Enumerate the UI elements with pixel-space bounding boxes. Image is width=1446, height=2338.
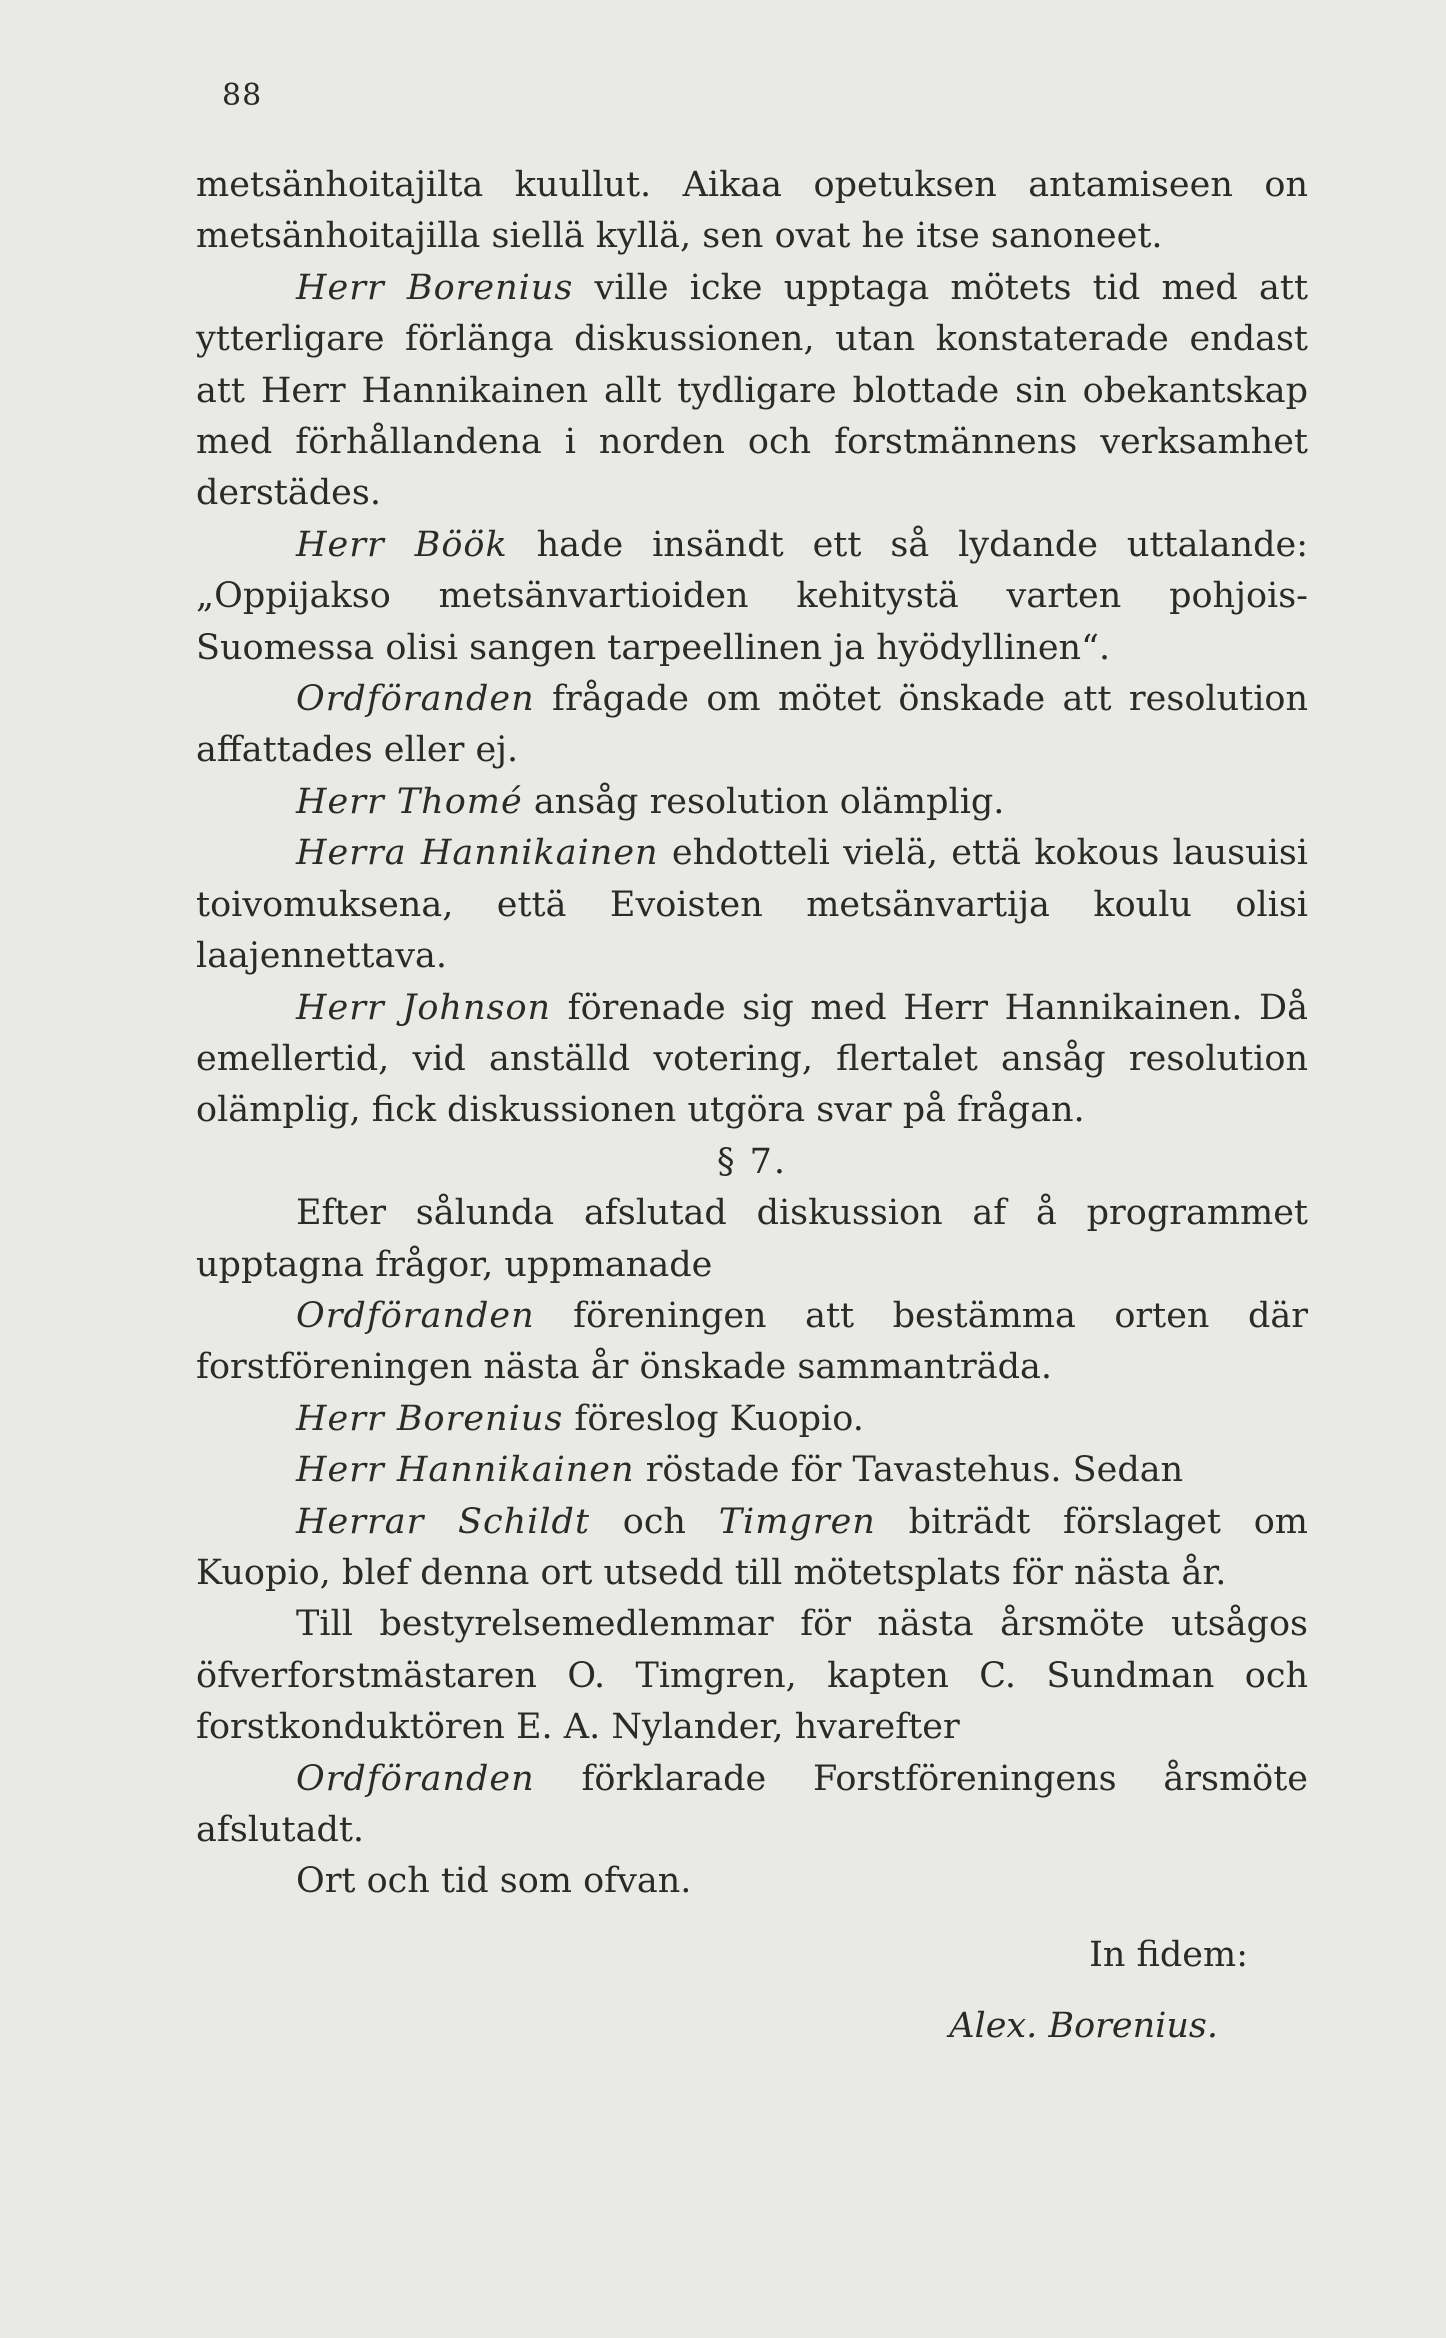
- page-body: [196, 160, 1308, 2053]
- speaker-name: Herr Thomé: [296, 781, 523, 822]
- paragraph-13: Till bestyrelsemedlemmar för nästa årsmöte utsågos öfverforstmästaren O. Timgren, kapten C. Sundman och forstkonduktören E. A. Nylander, hvarefter: [196, 1604, 1308, 1748]
- speaker-name: Herr Borenius: [296, 267, 574, 308]
- paragraph-1: metsänhoitajilta kuullut. Aikaa opetuksen antamiseen on metsänhoitajilla siellä kyllä, sen ovat he itse sanoneet.: [196, 165, 1308, 257]
- paragraph-7: [196, 983, 1308, 1137]
- paragraph-9: [196, 1291, 1308, 1394]
- paragraph-text: frågade om mötet önskade att resolution affattades eller ej.: [196, 679, 1308, 771]
- paragraph-text: ansåg resolution olämplig.: [522, 781, 1005, 822]
- paragraph-6: [196, 828, 1308, 982]
- paragraph-2: [196, 263, 1308, 520]
- paragraph-text: hade insändt ett så lydande uttalande: „Oppijakso metsänvartioiden kehitystä varten pohjois-Suomessa olisi sangen tarpeellinen ja hyödyllinen“.: [196, 524, 1308, 668]
- paragraph-3: [196, 520, 1308, 674]
- paragraph-12: [196, 1497, 1308, 1600]
- paragraph-11: [196, 1445, 1308, 1496]
- in-fidem: In fidem:: [1089, 1934, 1248, 1975]
- speaker-name: Herra Hannikainen: [296, 833, 659, 874]
- speaker-name: Herr Böök: [296, 524, 508, 565]
- paragraph-text: biträdt förslaget om Kuopio, blef denna ort utsedd till mötetsplats för nästa år.: [196, 1501, 1308, 1593]
- paragraph-text: föreningen att bestämma orten där forstföreningen nästa år önskade sammanträda.: [196, 1295, 1308, 1388]
- page-number: 88: [222, 78, 263, 113]
- paragraph-text: röstade för Tavastehus. Sedan: [634, 1450, 1184, 1491]
- paragraph-4: [196, 674, 1308, 777]
- speaker-name: Herr Johnson: [296, 987, 552, 1028]
- speaker-name: Herr Hannikainen: [296, 1450, 635, 1491]
- paragraph-14: [196, 1754, 1308, 1857]
- paragraph-text: förklarade Forstföreningens årsmöte afslutadt.: [196, 1758, 1308, 1850]
- speaker-name: Ordföranden: [296, 679, 535, 720]
- paragraph-text: förenade sig med Herr Hannikainen. Då emellertid, vid anställd votering, flertalet ansåg resolution olämplig, fick diskussionen utgöra svar på frågan.: [196, 987, 1308, 1131]
- paragraph-text: föreslog Kuopio.: [563, 1398, 864, 1439]
- speaker-name: Ordföranden: [296, 1758, 535, 1799]
- paragraph-text: ehdotteli vielä, että kokous lausuisi toivomuksena, että Evoisten metsänvartija koulu olisi laajennettava.: [196, 833, 1309, 977]
- paragraph-8: Efter sålunda afslutad diskussion af å programmet upptagna frågor, uppmanade: [196, 1193, 1308, 1285]
- speaker-name: Timgren: [718, 1501, 876, 1542]
- paragraph-text: och: [590, 1501, 719, 1542]
- paragraph-15: Ort och tid som ofvan.: [296, 1861, 692, 1902]
- speaker-name: Ordföranden: [296, 1295, 535, 1336]
- paragraph-5: [196, 777, 1308, 828]
- paragraph-10: [196, 1394, 1308, 1445]
- paragraph-text: ville icke upptaga mötets tid med att ytterligare förlänga diskussionen, utan konstaterade endast att Herr Hannikainen allt tydligare blottade sin obekantskap med förhållandena i norden och forstmännens verksamhet derstädes.: [196, 267, 1309, 514]
- speaker-name: Herrar Schildt: [296, 1501, 591, 1542]
- signature: Alex. Borenius.: [949, 2006, 1218, 2047]
- section-heading: § 7.: [716, 1141, 788, 1182]
- speaker-name: Herr Borenius: [296, 1398, 564, 1439]
